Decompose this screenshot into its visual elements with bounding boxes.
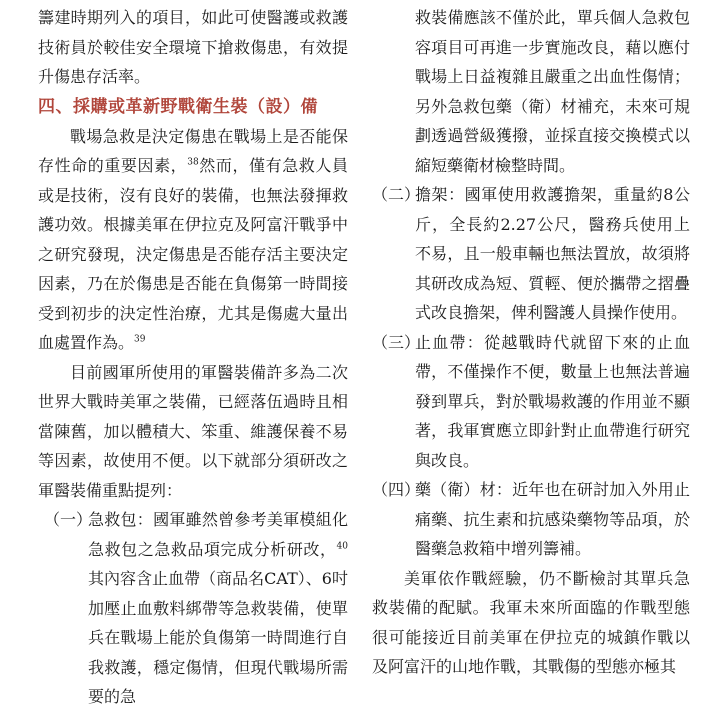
list-item-first-aid-kit-continued: [372, 3, 690, 180]
footnote-ref-38: 38: [187, 157, 199, 168]
section-heading: 四、採購或革新野戰衛生裝（設）備: [38, 96, 318, 117]
paragraph-us-military: 美軍依作戰經驗，仍不斷檢討其單兵急救裝備的配賦。我軍未來所面臨的作戰型態很可能接近目前美軍在伊拉克的城鎮作戰以及阿富汗的山地作戰，其戰傷的型態亦極其: [372, 568, 690, 676]
list-item-text: [88, 505, 348, 712]
list-item-text: 止血帶：從越戰時代就留下來的止血帶，不僅操作不便，數量上也無法普遍發到單兵，對於戰場救護的作用並不顯著，我軍實應立即針對止血帶進行研究與改良。: [415, 332, 690, 470]
list-item-text-part: 其內容含止血帶（商品名CAT）、6吋加壓止血敷料綁帶等急救裝備，使單兵在戰場上能於負傷第一時間進行自我救護，穩定傷情，但現代戰場所需要的急: [88, 569, 348, 706]
footnote-ref-40: 40: [336, 541, 348, 552]
paragraph-text: 然而，僅有急救人員或是技術，沒有良好的裝備，也無法發揮救護功效。根據美軍在伊拉克及阿富汗戰爭中之研究發現，決定傷患是否能存活主要決定因素，乃在於傷患是否能在負傷第一時間接受到初步的決定性治療，尤其是傷處大量出血處置作為。: [38, 156, 348, 352]
list-item-text: 藥（衛）材：近年也在研討加入外用止痛藥、抗生素和抗感染藥物等品項，於醫藥急救箱中增列籌補。: [415, 480, 690, 558]
list-item-text: 擔架：國軍使用救護擔架，重量約8公斤，全長約2.27公尺，醫務兵使用上不易，且一般車輛也無法置放，故須將其研改成為短、質輕、便於攜帶之摺疊式改良擔架，俾利醫護人員操作使用。: [415, 185, 690, 322]
list-item-tourniquet: [372, 328, 690, 476]
footnote-ref-39: 39: [134, 334, 146, 345]
list-item-stretcher: [372, 180, 690, 328]
left-column: [38, 3, 348, 712]
list-item-first-aid-kit: [38, 505, 348, 712]
list-marker: （一）: [44, 510, 93, 529]
paragraph-field-rescue: [38, 122, 348, 358]
list-marker: （四）: [372, 480, 421, 499]
list-item-medical-supplies: [372, 475, 690, 564]
intro-paragraph: 籌建時期列入的項目，如此可使醫護或救護技術員於較佳安全環境下搶救傷患，有效提升傷患存活率。: [38, 8, 348, 86]
list-marker: （三）: [372, 332, 421, 352]
paragraph-text: 戰場急救是決定傷患在戰場上是否能保存性命的重要因素，: [38, 126, 348, 175]
list-item-text-part: 急救包：國軍雖然曾參考美軍模組化急救包之急救品項完成分析研改，: [88, 510, 348, 559]
paragraph-equipment: 目前國軍所使用的軍醫裝備許多為二次世界大戰時美軍之裝備，已經落伍過時且相當陳舊，加以體積大、笨重、維護保養不易等因素，故使用不便。以下就部分須研改之軍醫裝備重點提列：: [38, 362, 348, 500]
right-column: [372, 3, 690, 682]
list-item-text: 救裝備應該不僅於此，單兵個人急救包容項目可再進一步實施改良，藉以應付戰場上日益複雜且嚴重之出血性傷情；另外急救包藥（衛）材補充，未來可規劃透過營級獲撥，並採直接交換模式以縮短藥衛材檢整時間。: [415, 8, 690, 175]
list-marker: （二）: [372, 185, 421, 204]
